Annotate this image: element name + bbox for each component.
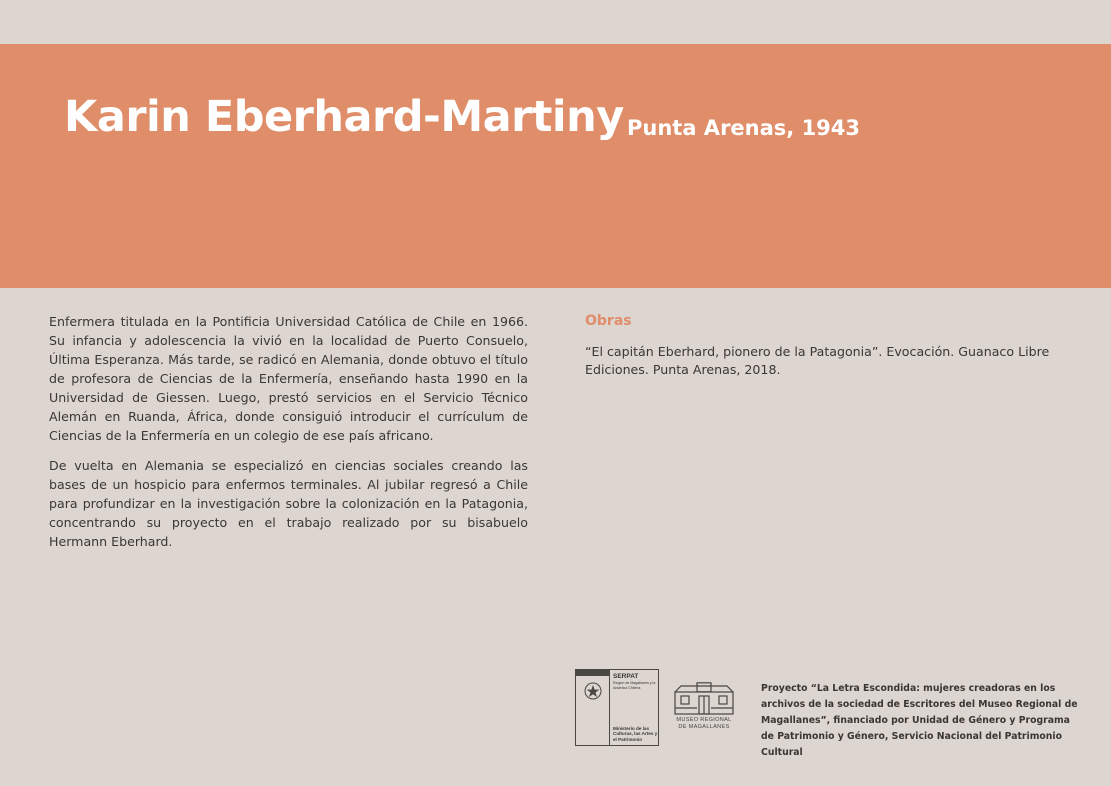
- logo-divider: [609, 670, 610, 745]
- government-logo: [575, 669, 659, 746]
- bio-paragraph: De vuelta en Alemania se especializó en ciencias sociales creando las bases de un hospicio para enfermos terminales. Al jubilar regresó a Chile para profundizar en la investigación sobre la colonización en la Patagonia, concentrando su proyecto en el trabajo realizado por su bisabuelo Hermann Eberhard.: [49, 458, 528, 549]
- chile-crest-icon: [582, 680, 604, 702]
- bio-paragraph: Enfermera titulada en la Pontificia Universidad Católica de Chile en 1966. Su infancia y adolescencia la vivió en la localidad de Puerto Consuelo, Última Esperanza. Más tarde, se radicó en Alemania, donde obtuvo el título de profesora de Ciencias de la Enfermería, enseñando hasta 1990 en la Universidad de Giessen. Luego, prestó servicios en el Servicio Técnico Alemán en Ruanda, África, donde consiguió introducir el currículum de Ciencias de la Enfermería en un colegio de ese país africano.: [49, 314, 528, 443]
- museum-name-line1: MUSEO REGIONAL: [676, 717, 732, 723]
- works-heading: Obras: [585, 313, 632, 329]
- header-banner: [0, 44, 1111, 288]
- works-entry: “El capitán Eberhard, pionero de la Patagonia”. Evocación. Guanaco Libre Ediciones. Punta Arenas, 2018.: [585, 344, 1050, 377]
- ministry-label: Ministerio de las Culturas, las Artes y el Patrimonio: [613, 726, 658, 742]
- museum-logo: [671, 682, 735, 732]
- serpat-region: Región de Magallanes y la Antártica Chilena: [613, 681, 656, 690]
- birthplace-year: Punta Arenas, 1943: [627, 116, 861, 140]
- author-name: Karin Eberhard-Martiny: [64, 92, 624, 142]
- serpat-label: SERPAT: [613, 673, 639, 680]
- biography: [49, 312, 528, 562]
- museum-name-line2: DE MAGALLANES: [678, 724, 730, 730]
- logo-bar: [576, 670, 609, 676]
- project-credits: Proyecto “La Letra Escondida: mujeres creadoras en los archivos de la sociedad de Escritores del Museo Regional de Magallanes”, financiado por Unidad de Género y Programa de Patrimonio y Género, Servicio Nacional del Patrimonio Cultural: [761, 683, 1078, 758]
- museum-building-icon: [673, 682, 735, 716]
